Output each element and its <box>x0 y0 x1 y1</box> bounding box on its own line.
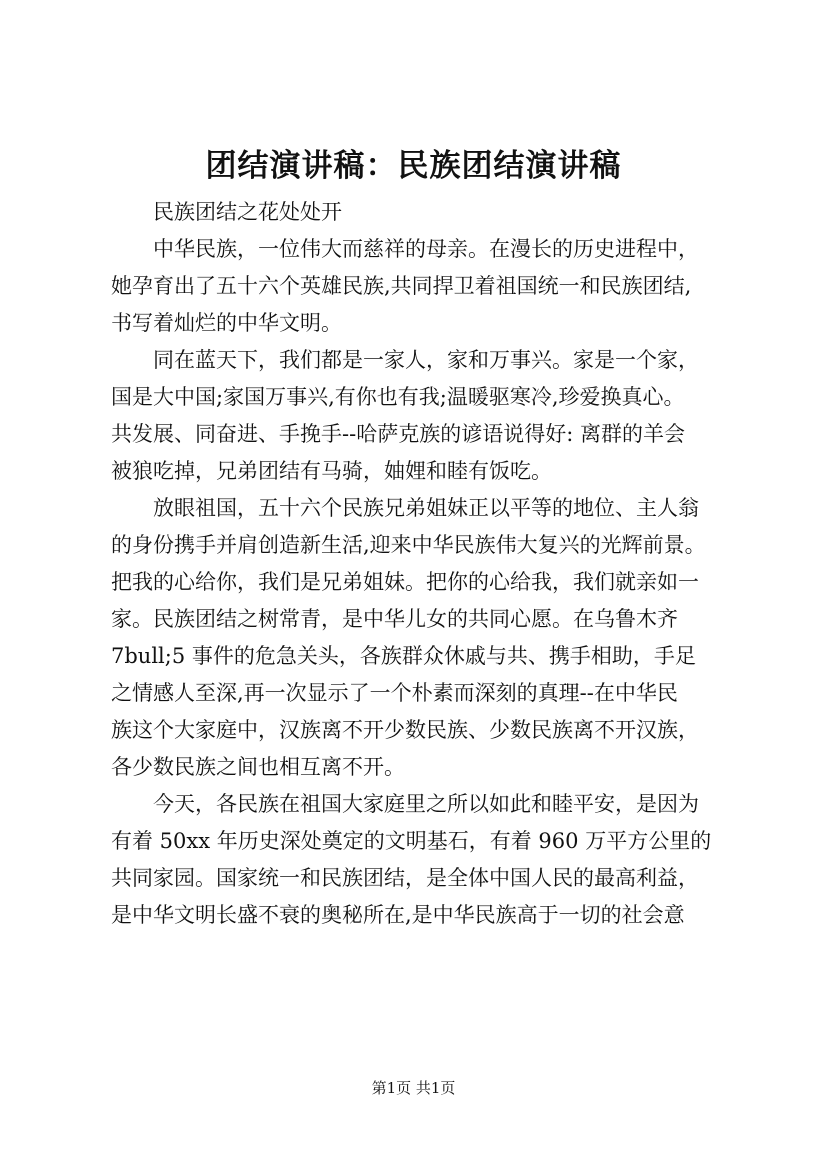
text-line: 把我的心给你，我们是兄弟姐妹。把你的心给我，我们就亲如一 <box>111 570 699 594</box>
text-line: 今天，各民族在祖国大家庭里之所以如此和睦平安，是因为 <box>153 792 699 816</box>
text-line: 7bull;5 事件的危急关头，各族群众休戚与共、携手相助，手足 <box>111 644 696 668</box>
text-line: 之情感人至深,再一次显示了一个朴素而深刻的真理--在中华民 <box>111 681 678 705</box>
text-line: 民族团结之花处处开 <box>153 200 342 224</box>
paragraph-2 <box>111 342 735 490</box>
text-line: 被狼吃掉，兄弟团结有马骑，妯娌和睦有饭吃。 <box>111 459 552 483</box>
text-line: 同在蓝天下，我们都是一家人，家和万事兴。家是一个家， <box>153 348 699 372</box>
text-line: 族这个大家庭中，汉族离不开少数民族、少数民族离不开汉族， <box>111 718 699 742</box>
document-title: 团结演讲稿：民族团结演讲稿 <box>205 148 622 184</box>
text-line: 国是大中国;家国万事兴,有你也有我;温暖驱寒冷,珍爱换真心。 <box>111 385 685 409</box>
paragraph-3 <box>111 490 735 786</box>
text-line: 的身份携手并肩创造新生活,迎来中华民族伟大复兴的光辉前景。 <box>111 533 706 557</box>
paragraph-1 <box>111 231 735 342</box>
text-line: 中华民族，一位伟大而慈祥的母亲。在漫长的历史进程中， <box>153 237 699 261</box>
text-line: 放眼祖国，五十六个民族兄弟姐妹正以平等的地位、主人翁 <box>153 496 699 520</box>
document-body <box>111 194 735 934</box>
text-line: 书写着灿烂的中华文明。 <box>111 311 342 335</box>
paragraph-4 <box>111 786 735 934</box>
paragraph-subtitle <box>111 194 735 231</box>
text-line: 共同家园。国家统一和民族团结，是全体中国人民的最高利益， <box>111 866 699 890</box>
text-line: 各少数民族之间也相互离不开。 <box>111 755 405 779</box>
text-line: 家。民族团结之树常青，是中华儿女的共同心愿。在乌鲁木齐 <box>111 607 678 631</box>
text-line: 共发展、同奋进、手挽手--哈萨克族的谚语说得好: 离群的羊会 <box>111 422 685 446</box>
text-line: 她孕育出了五十六个英雄民族,共同捍卫着祖国统一和民族团结, <box>111 274 692 298</box>
page-footer: 第1页 共1页 <box>371 1079 456 1097</box>
text-line: 是中华文明长盛不衰的奥秘所在,是中华民族高于一切的社会意 <box>111 903 685 927</box>
text-line: 有着 50xx 年历史深处奠定的文明基石，有着 960 万平方公里的 <box>111 829 712 853</box>
